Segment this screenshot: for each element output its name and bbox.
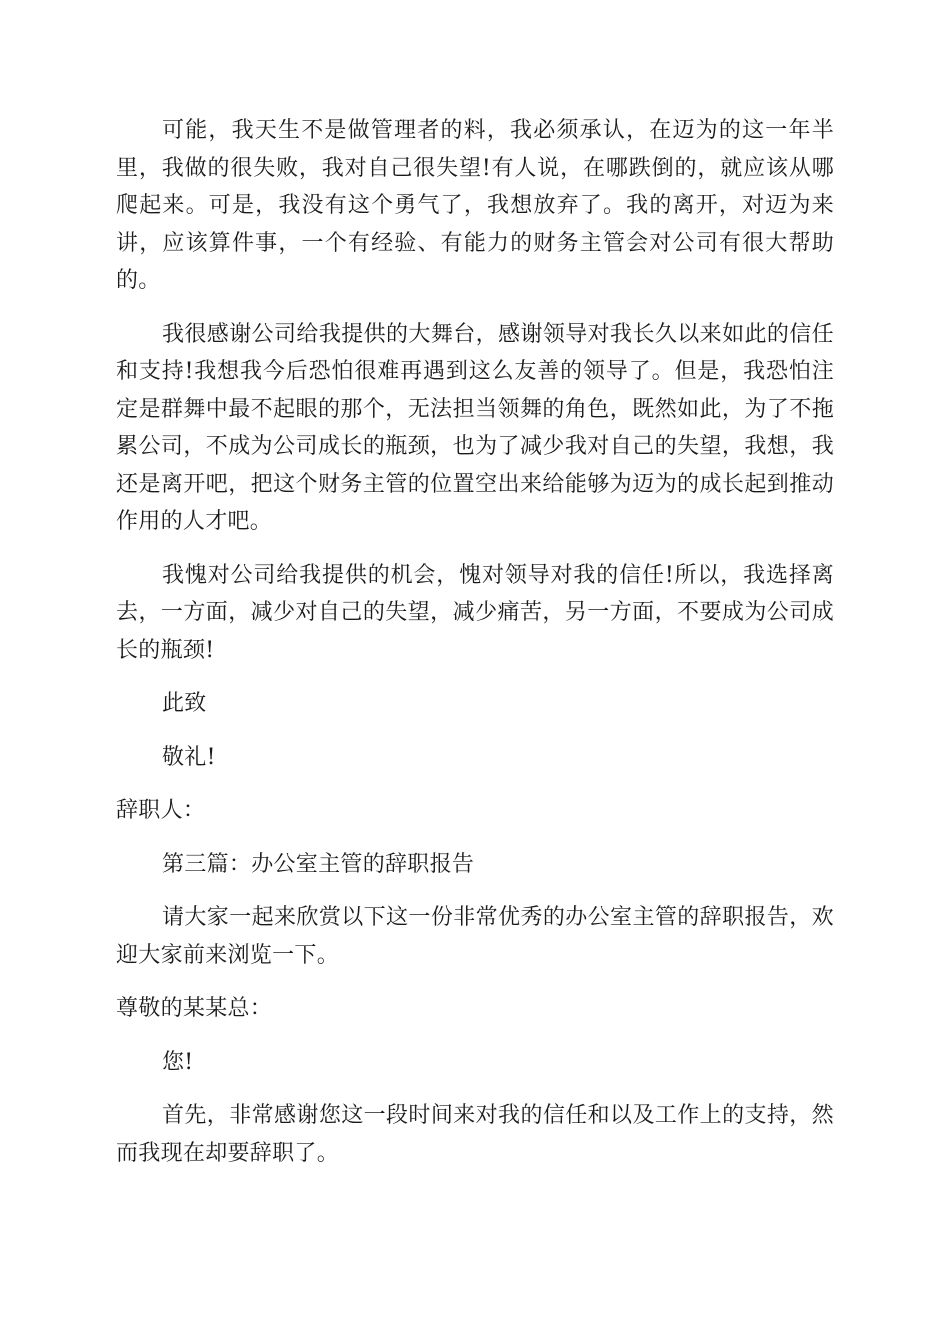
closing-regards: 敬礼! (162, 744, 216, 770)
document-page (116, 112, 834, 1188)
intro-paragraph: 请大家一起来欣赏以下这一份非常优秀的办公室主管的辞职报告，欢迎大家前来浏览一下。 (116, 905, 834, 968)
paragraph-3: 我愧对公司给我提供的机会，愧对领导对我的信任!所以，我选择离去，一方面，减少对自己的失望，减少痛苦，另一方面，不要成为公司成长的瓶颈! (116, 562, 834, 663)
section-heading: 第三篇：办公室主管的辞职报告 (162, 851, 475, 877)
paragraph-2: 我很感谢公司给我提供的大舞台，感谢领导对我长久以来如此的信任和支持!我想我今后恐怕很难再遇到这么友善的领导了。但是，我恐怕注定是群舞中最不起眼的那个，无法担当领舞的角色，既然如此，为了不拖累公司，不成为公司成长的瓶颈，也为了减少我对自己的失望，我想，我还是离开吧，把这个财务主管的位置空出来给能够为迈为的成长起到推动作用的人才吧。 (116, 321, 834, 534)
signature-line: 辞职人： (116, 798, 206, 823)
closing-salutation: 此致 (162, 691, 207, 716)
letter-salutation: 您! (162, 1049, 194, 1075)
letter-greeting: 尊敬的某某总： (116, 996, 273, 1021)
paragraph-1: 可能，我天生不是做管理者的料，我必须承认，在迈为的这一年半里，我做的很失败，我对自己很失望!有人说，在哪跌倒的，就应该从哪爬起来。可是，我没有这个勇气了，我想放弃了。我的离开，对迈为来讲，应该算件事，一个有经验、有能力的财务主管会对公司有很大帮助的。 (116, 118, 834, 293)
letter-body-paragraph: 首先，非常感谢您这一段时间来对我的信任和以及工作上的支持，然而我现在却要辞职了。 (116, 1103, 834, 1166)
